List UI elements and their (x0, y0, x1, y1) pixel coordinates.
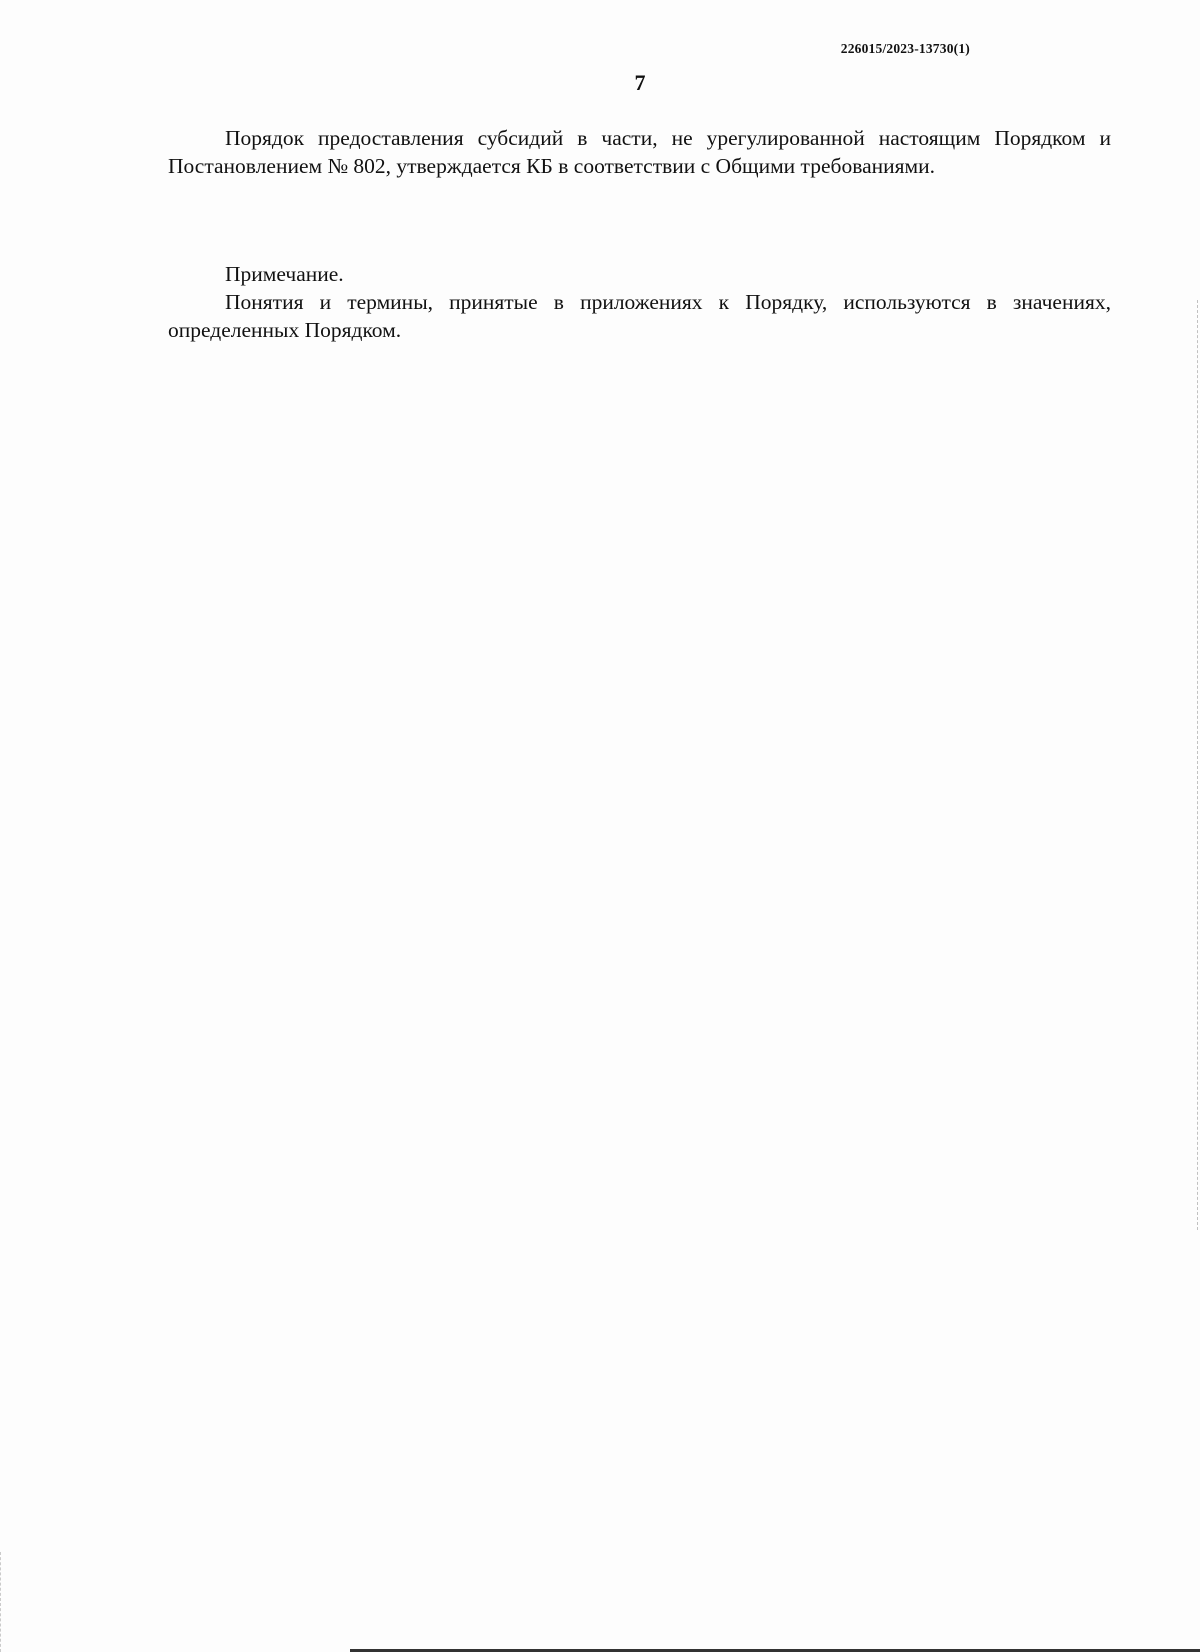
note-title: Примечание. (225, 262, 344, 286)
paragraph-text: Порядок предоставления субсидий в части, не урегулированной настоящим Порядком и Постановлением № 802, утверждается КБ в соответствии с Общими требованиями. (168, 126, 1111, 178)
note-text: Понятия и термины, принятые в приложениях к Порядку, используются в значениях, определенных Порядком. (168, 290, 1111, 342)
document-id: 226015/2023-13730(1) (840, 41, 970, 56)
note-block (168, 260, 1111, 344)
paragraph-subsidy-order (168, 124, 1111, 180)
scan-edge-left (0, 1552, 2, 1652)
page-number: 7 (634, 70, 646, 95)
